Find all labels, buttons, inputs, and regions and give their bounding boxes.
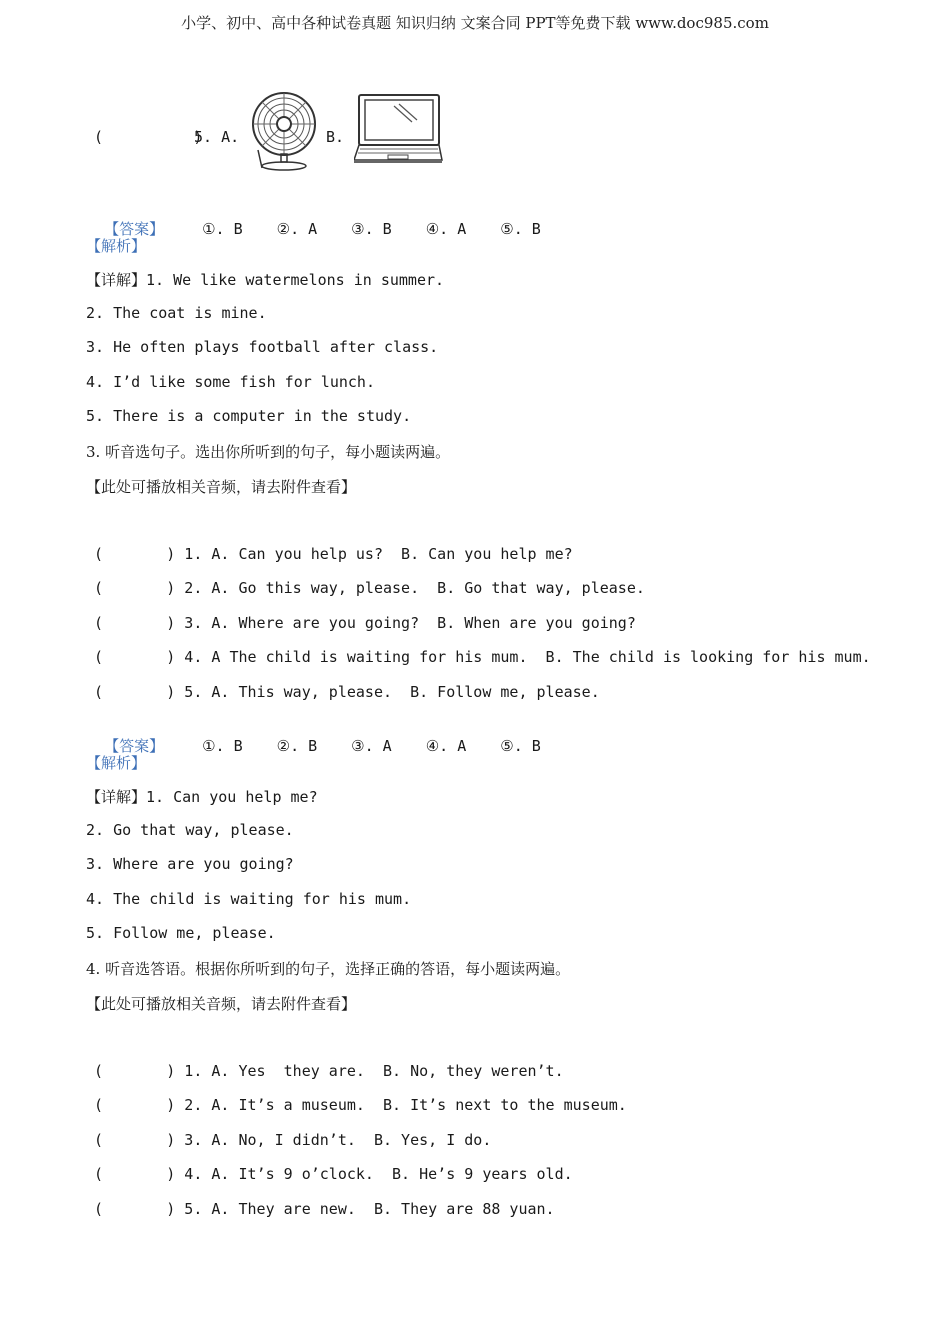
- answer-1: ①. B: [202, 220, 243, 238]
- section3-title: 3. 听音选句子。选出你所听到的句子，每小题读两遍。: [86, 443, 451, 461]
- section4-audio-note: 【此处可播放相关音频，请去附件查看】: [86, 995, 357, 1013]
- detail-line-4: 4. I’d like some fish for lunch.: [86, 373, 375, 391]
- detail-line-1: 【详解】1. We like watermelons in summer.: [86, 271, 445, 289]
- page-header: 小学、初中、高中各种试卷真题 知识归纳 文案合同 PPT等免费下载 www.doc985.com: [181, 14, 769, 32]
- answer-tag: 【答案】: [104, 220, 165, 238]
- detail-line-2: 2. The coat is mine.: [86, 304, 267, 322]
- analysis-tag: 【解析】: [86, 237, 147, 255]
- laptop-icon: [354, 92, 444, 172]
- s3-question-3: ( ) 3. A. Where are you going? B. When are you going?: [94, 614, 636, 632]
- detail-line-5: 5. There is a computer in the study.: [86, 407, 412, 425]
- section4-title: 4. 听音选答语。根据你所听到的句子，选择正确的答语，每小题读两遍。: [86, 960, 571, 978]
- fan-icon: [248, 90, 320, 176]
- answer-4: ④. A: [425, 220, 467, 238]
- s3-question-5: ( ) 5. A. This way, please. B. Follow me, please.: [94, 683, 600, 701]
- s4-question-1: ( ) 1. A. Yes they are. B. No, they weren’t.: [94, 1062, 564, 1080]
- s3-detail-line-2: 2. Go that way, please.: [86, 821, 294, 839]
- s3-detail-line-4: 4. The child is waiting for his mum.: [86, 890, 412, 908]
- answer-tag: 【答案】: [104, 737, 165, 755]
- s3-question-4: ( ) 4. A The child is waiting for his mum. B. The child is looking for his mum.: [94, 648, 871, 666]
- s3-detail-line-1: 【详解】1. Can you help me?: [86, 788, 318, 806]
- s4-question-3: ( ) 3. A. No, I didn’t. B. Yes, I do.: [94, 1131, 492, 1149]
- detail-tag: 【详解】: [86, 788, 147, 806]
- detail-tag: 【详解】: [86, 271, 147, 289]
- answer-2: ②. B: [276, 737, 318, 755]
- s4-question-2: ( ) 2. A. It’s a museum. B. It’s next to the museum.: [94, 1096, 627, 1114]
- s3-question-1: ( ) 1. A. Can you help us? B. Can you help me?: [94, 545, 573, 563]
- answer-3: ③. A: [351, 737, 392, 755]
- s3-question-2: ( ) 2. A. Go this way, please. B. Go that way, please.: [94, 579, 645, 597]
- answer-1: ①. B: [202, 737, 243, 755]
- q5-b-label: B.: [326, 128, 345, 146]
- answer-3: ③. B: [351, 220, 392, 238]
- s3-answer-row: [86, 717, 541, 756]
- answer-5: ⑤. B: [500, 220, 541, 238]
- answer-row: [86, 200, 541, 239]
- detail-line-3: 3. He often plays football after class.: [86, 338, 439, 356]
- s3-detail-line-5: 5. Follow me, please.: [86, 924, 276, 942]
- s4-question-4: ( ) 4. A. It’s 9 o’clock. B. He’s 9 years old.: [94, 1165, 573, 1183]
- answer-5: ⑤. B: [500, 737, 541, 755]
- s3-detail-line-3: 3. Where are you going?: [86, 855, 294, 873]
- section3-audio-note: 【此处可播放相关音频，请去附件查看】: [86, 478, 357, 496]
- s4-question-5: ( ) 5. A. They are new. B. They are 88 yuan.: [94, 1200, 555, 1218]
- q5-paren: ( ): [94, 128, 203, 146]
- s3-analysis-tag: 【解析】: [86, 754, 147, 772]
- answer-2: ②. A: [276, 220, 318, 238]
- q5-num: 5. A.: [194, 128, 240, 146]
- answer-4: ④. A: [425, 737, 467, 755]
